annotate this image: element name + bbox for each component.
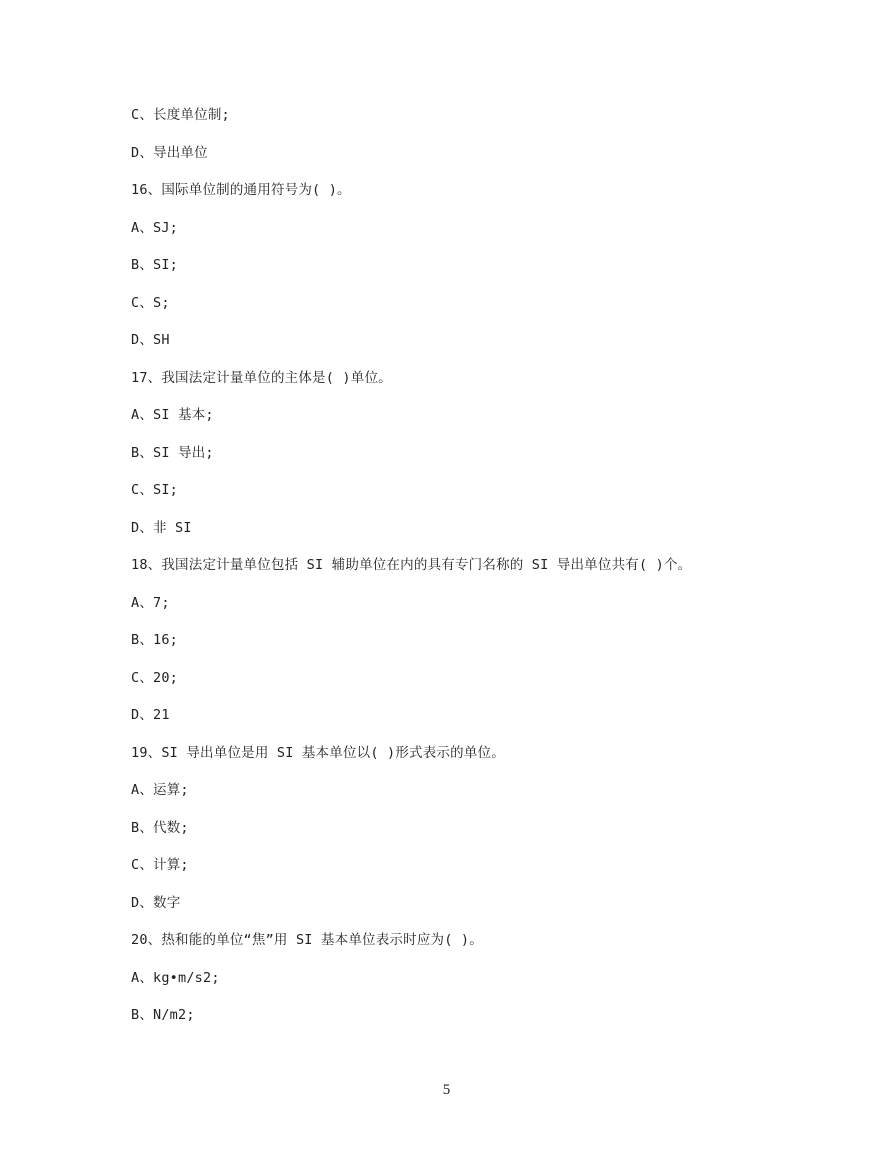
question-17: 17、我国法定计量单位的主体是( )单位。 (131, 369, 392, 386)
option-15c: C、长度单位制; (131, 107, 230, 123)
option-19c: C、计算; (131, 857, 189, 873)
option-16d: D、SH (131, 332, 170, 348)
option-19a: A、运算; (131, 782, 189, 798)
question-20: 20、热和能的单位“焦”用 SI 基本单位表示时应为( )。 (131, 932, 483, 948)
option-19d: D、数字 (131, 894, 181, 911)
option-20b: B、N/m2; (131, 1007, 195, 1023)
option-17c: C、SI; (131, 482, 179, 498)
option-17a: A、SI 基本; (131, 407, 214, 423)
page-number: 5 (442, 1082, 451, 1098)
option-19b: B、代数; (131, 819, 189, 836)
option-18c: C、20; (131, 669, 179, 686)
option-16b: B、SI; (131, 257, 179, 273)
option-15d: D、导出单位 (131, 144, 208, 161)
option-16a: A、SJ; (131, 219, 179, 236)
question-16: 16、国际单位制的通用符号为( )。 (131, 182, 351, 198)
option-17d: D、非 SI (131, 519, 192, 536)
option-18d: D、21 (131, 707, 170, 723)
question-19: 19、SI 导出单位是用 SI 基本单位以( )形式表示的单位。 (131, 744, 505, 761)
option-16c: C、S; (131, 294, 170, 311)
option-17b: B、SI 导出; (131, 444, 214, 461)
option-20a: A、kg•m/s2; (131, 969, 220, 986)
option-18a: A、7; (131, 594, 170, 611)
option-18b: B、16; (131, 632, 179, 648)
question-18: 18、我国法定计量单位包括 SI 辅助单位在内的具有专门名称的 SI 导出单位共有( )个。 (131, 557, 692, 573)
document-body (131, 104, 831, 1042)
